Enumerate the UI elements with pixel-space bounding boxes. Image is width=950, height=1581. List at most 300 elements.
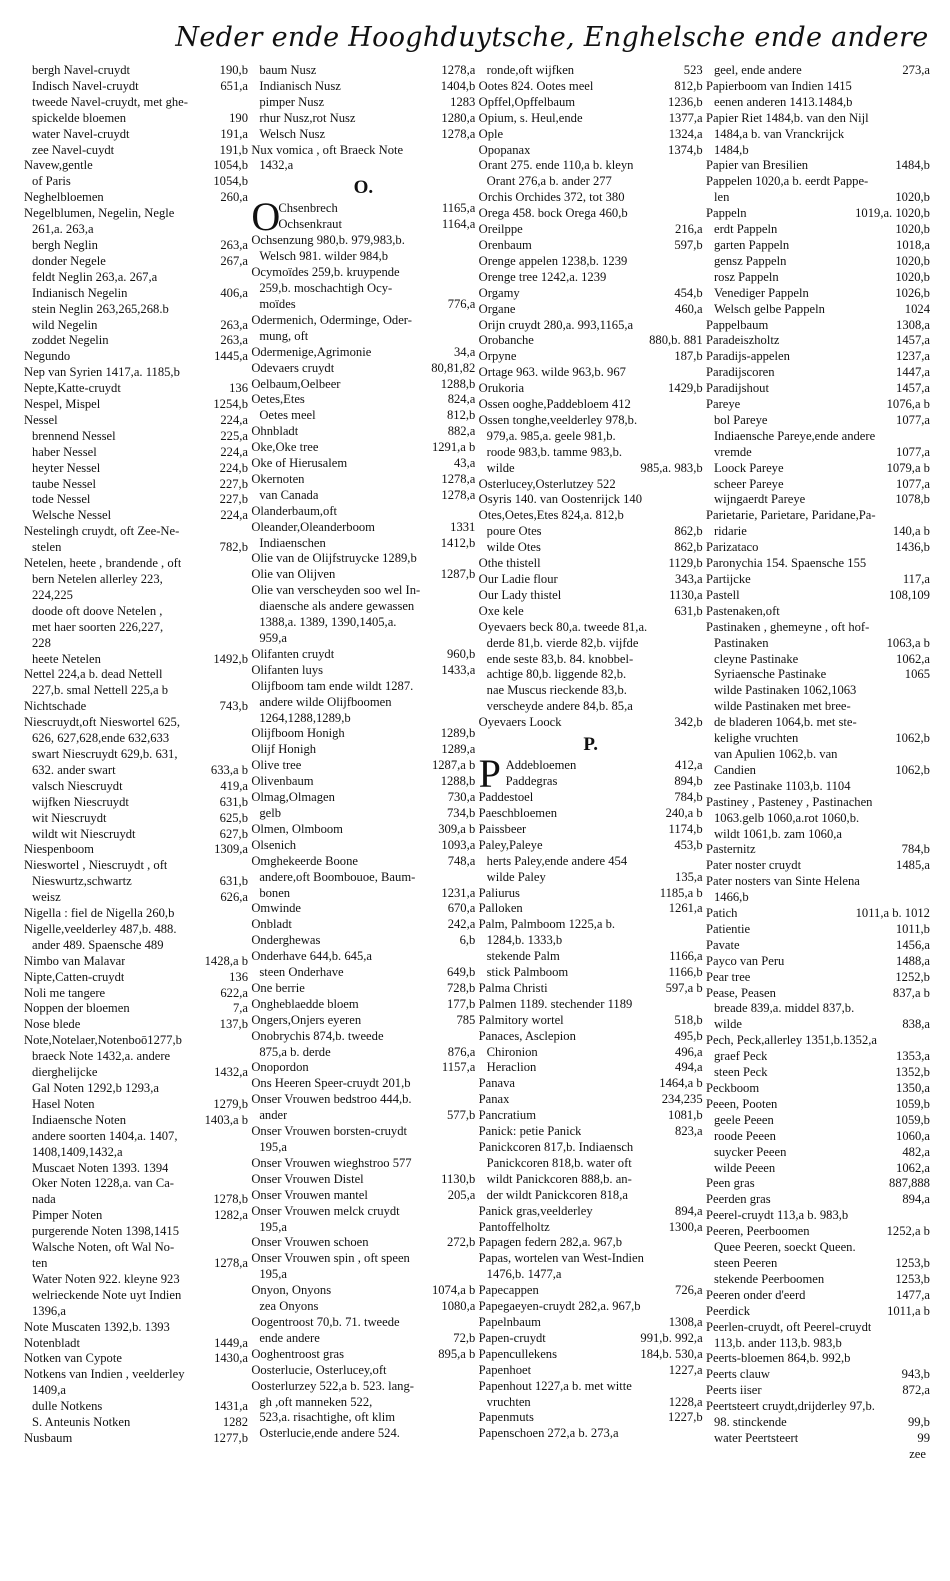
entry-term: roode Peeen: [713, 1128, 776, 1143]
index-entry: [24, 986, 248, 1002]
entry-term: andere wilde Olijfboomen: [259, 694, 392, 709]
entry-term: 875,a b. derde: [259, 1044, 331, 1059]
entry-reference: 726,a: [675, 1283, 703, 1298]
entry-term: Noppen der bloemen: [24, 1001, 130, 1016]
entry-term: kelighe vruchten: [713, 731, 799, 746]
entry-term: Syriaensche Pastinake: [713, 667, 827, 682]
index-entry: [706, 842, 930, 858]
index-entry: [251, 917, 475, 933]
index-entry: [706, 158, 930, 174]
index-subentry: [706, 763, 930, 779]
entry-term: stekende Peerboomen: [713, 1271, 825, 1286]
index-entry: [251, 790, 475, 806]
entry-term: Pater nosters van Sinte Helena: [705, 874, 860, 889]
index-entry: [251, 997, 475, 1013]
index-subentry: [24, 63, 248, 79]
index-entry: [251, 1092, 475, 1108]
entry-term: Peerden gras: [705, 1192, 771, 1207]
index-entry: [251, 583, 475, 599]
index-entry: [24, 1351, 248, 1367]
index-entry: [479, 206, 703, 222]
entry-reference: 1484,b: [895, 158, 930, 173]
index-subentry: [251, 631, 475, 647]
entry-reference: 225,a: [220, 428, 248, 443]
index-subentry: [24, 540, 248, 556]
entry-term: bergh Navel-cruydt: [32, 63, 131, 77]
entry-reference: 216,a: [675, 222, 703, 237]
entry-term: 261,a. 263,a: [32, 222, 94, 237]
index-entry: [479, 1124, 703, 1140]
index-entry: [24, 397, 248, 413]
entry-term: Nigella : fiel de Nigella 260,b: [24, 906, 175, 921]
index-entry: [479, 508, 703, 524]
index-subentry: [24, 572, 248, 588]
index-entry: [479, 822, 703, 838]
entry-term: zee Pastinake 1103,b. 1104: [713, 778, 851, 793]
entry-term: moïdes: [259, 296, 296, 311]
entry-term: Nepte,Katte-cruydt: [24, 381, 121, 396]
index-subentry: [706, 492, 930, 508]
entry-term: Papier Riet 1484,b. van den Nijl: [705, 110, 869, 125]
index-subentry: [706, 715, 930, 731]
entry-reference: 1185,a b: [659, 885, 703, 900]
index-entry: [251, 1251, 475, 1267]
index-entry: [479, 1092, 703, 1108]
entry-reference: 1157,a: [441, 1060, 476, 1075]
index-subentry: [251, 886, 475, 902]
entry-term: Parietarie, Parietare, Paridane,Pa-: [705, 508, 876, 523]
entry-reference: 776,a: [447, 296, 476, 311]
entry-term: Indiaensche Noten: [32, 1112, 127, 1127]
entry-term: Papier van Bresilien: [705, 158, 809, 173]
entry-term: Neghelbloemen: [24, 190, 104, 205]
entry-reference: 1166,b: [668, 965, 703, 980]
entry-term: Olijfboom tam ende wildt 1287.: [251, 678, 414, 693]
index-entry: [479, 365, 703, 381]
index-entry: [479, 302, 703, 318]
index-subentry: [24, 1192, 248, 1208]
index-subentry: [24, 1224, 248, 1240]
entry-reference: 496,a: [675, 1044, 703, 1059]
entry-term: Olmen, Olmboom: [251, 821, 343, 836]
entry-reference: 626,a: [220, 890, 248, 905]
index-entry: [251, 551, 475, 567]
index-subentry: [706, 190, 930, 206]
entry-reference: 876,a: [447, 1044, 476, 1059]
index-subentry: [251, 599, 475, 615]
entry-term: verscheyde andere 84,b. 85,a: [486, 699, 633, 714]
index-column-2: [251, 63, 475, 1447]
entry-term: scheer Pareye: [713, 476, 784, 491]
entry-term: Odermenige,Agrimonie: [251, 344, 372, 359]
entry-term: 1484,a b. van Vranckrijck: [713, 126, 845, 141]
entry-term: Ooghentroost gras: [251, 1346, 345, 1361]
entry-reference: 785: [456, 1012, 476, 1027]
index-entry: [706, 1351, 930, 1367]
entry-term: Papenhout 1227,a b. met witte: [478, 1378, 632, 1393]
index-entry: [24, 1001, 248, 1017]
index-subentry: [251, 1140, 475, 1156]
index-subentry: [706, 63, 930, 79]
entry-term: Papecappen: [478, 1283, 539, 1298]
index-subentry: [706, 95, 930, 111]
entry-term: Olsenich: [251, 837, 297, 852]
index-subentry: [706, 1336, 930, 1352]
entry-term: Onser Vrouwen wieghstroo 577: [251, 1155, 412, 1170]
entry-term: Pappelen 1020,a b. eerdt Pappe-: [705, 174, 869, 189]
index-subentry: [251, 488, 475, 504]
entry-reference: 1174,b: [668, 821, 703, 836]
index-subentry: [479, 854, 703, 870]
entry-reference: 1076,a b: [886, 397, 930, 412]
entry-reference: 1488,a: [896, 953, 930, 968]
entry-reference: 960,b: [446, 646, 476, 661]
index-subentry: [479, 636, 703, 652]
entry-term: Pastinaken: [713, 635, 769, 650]
entry-term: Orant 275. ende 110,a b. kleyn: [478, 158, 634, 173]
entry-reference: 1282,a: [214, 1208, 248, 1223]
index-subentry: [706, 1129, 930, 1145]
entry-reference: 419,a: [220, 778, 248, 793]
index-entry: [251, 1283, 475, 1299]
index-entry: [24, 1431, 248, 1447]
entry-term: weisz: [32, 890, 61, 905]
entry-term: Negelblumen, Negelin, Negle: [24, 206, 175, 221]
entry-term: swart Niescruydt 629,b. 631,: [32, 746, 178, 761]
entry-reference: 205,a: [447, 1187, 476, 1202]
entry-term: Osterlucey,Osterlutzey 522: [478, 476, 616, 491]
entry-reference: 1278,a: [214, 1255, 248, 1270]
entry-reference: 1457,a: [896, 333, 930, 348]
entry-reference: 34,a: [453, 344, 476, 359]
index-entry: [479, 1363, 703, 1379]
index-entry: [706, 1208, 930, 1224]
entry-reference: 895,a b: [438, 1346, 476, 1361]
entry-term: Orenge tree 1242,a. 1239: [478, 269, 607, 284]
entry-term: Oetes,Etes: [251, 392, 305, 407]
entry-term: Olive tree: [251, 758, 302, 773]
entry-term: Our Lady thistel: [478, 587, 562, 602]
entry-reference: 1024: [904, 301, 930, 316]
entry-term: steen Peeren: [713, 1255, 778, 1270]
entry-term: Olie van Olijven: [251, 567, 336, 582]
index-subentry: [251, 806, 475, 822]
entry-term: Nieswurtz,schwartz: [32, 874, 132, 889]
index-entry: [706, 206, 930, 222]
index-entry: [251, 361, 475, 377]
entry-term: Netelen, heete , brandende , oft: [24, 556, 182, 571]
entry-term: Pappeln: [705, 206, 747, 221]
index-subentry: [706, 731, 930, 747]
entry-reference: 1062,a: [896, 651, 930, 666]
entry-reference: 649,b: [446, 965, 476, 980]
index-entry: [24, 206, 248, 222]
index-entry: [706, 1033, 930, 1049]
index-entry: [479, 270, 703, 286]
entry-term: Welsch Nusz: [259, 126, 326, 141]
index-subentry: [24, 1176, 248, 1192]
entry-term: 195,a: [259, 1140, 287, 1154]
entry-reference: 1077,a: [896, 476, 930, 491]
entry-reference: 1254,b: [213, 397, 248, 412]
entry-term: 113,b. ander 113,b. 983,b: [713, 1335, 842, 1350]
entry-term: dierghelijcke: [32, 1065, 98, 1080]
index-entry: [24, 922, 248, 938]
entry-term: Palma Christi: [478, 980, 548, 995]
entry-term: One berrie: [251, 980, 305, 995]
entry-reference: 1062,b: [895, 731, 930, 746]
entry-term: Welsch 981. wilder 984,b: [259, 249, 389, 264]
entry-reference: 1026,b: [895, 285, 930, 300]
entry-reference: 1428,a b: [204, 953, 248, 968]
index-subentry: [251, 127, 475, 143]
index-subentry: [24, 652, 248, 668]
index-subentry: [24, 1049, 248, 1065]
entry-reference: 1129,b: [668, 556, 703, 571]
entry-term: Opopanax: [478, 142, 531, 157]
index-subentry: [24, 604, 248, 620]
index-subentry: [24, 302, 248, 318]
index-subentry: [24, 811, 248, 827]
entry-term: Pasternitz: [705, 842, 756, 857]
entry-reference: 1350,a: [896, 1081, 930, 1095]
entry-term: Peerts iiser: [705, 1383, 762, 1398]
entry-reference: 631,b: [674, 603, 703, 618]
index-subentry: [706, 652, 930, 668]
entry-term: poure Otes: [486, 524, 542, 539]
index-entry: [251, 504, 475, 520]
entry-term: Peerdick: [705, 1303, 751, 1318]
index-subentry: [24, 318, 248, 334]
index-subentry: [479, 1267, 703, 1283]
entry-reference: 1011,b: [895, 921, 930, 936]
index-entry: [24, 667, 248, 683]
entry-reference: 1492,b: [213, 651, 248, 666]
index-entry: [251, 265, 475, 281]
entry-term: gelb: [259, 805, 282, 820]
index-subentry: [251, 281, 475, 297]
entry-term: Palmen 1189. stechender 1189: [478, 996, 633, 1011]
entry-reference: 1077,a: [896, 444, 930, 459]
entry-reference: 1078,b: [895, 492, 930, 507]
index-entry: [251, 679, 475, 695]
entry-term: valsch Niescruydt: [32, 778, 123, 793]
entry-term: Orant 276,a b. ander 277: [486, 174, 612, 189]
entry-reference: 460,a: [675, 301, 703, 316]
entry-term: stein Neglin 263,265,268.b: [32, 301, 169, 316]
entry-term: Chironion: [486, 1044, 538, 1059]
entry-reference: 412,a: [675, 758, 703, 773]
entry-reference: 1236,b: [668, 94, 703, 109]
entry-reference: 224,a: [220, 412, 248, 427]
index-subentry: [251, 1299, 475, 1315]
entry-term: Oosterlucie, Osterlucey,oft: [251, 1362, 387, 1377]
entry-term: bol Pareye: [713, 412, 768, 427]
entry-term: Panick gras,veelderley: [478, 1203, 593, 1218]
index-entry: [706, 333, 930, 349]
entry-term: Ochsenkraut: [278, 217, 342, 232]
entry-term: Papas, wortelen van West-Indien: [478, 1251, 644, 1266]
entry-term: Papierboom van Indien 1415: [705, 78, 852, 93]
index-entry: [479, 1251, 703, 1267]
index-entry: [706, 349, 930, 365]
entry-term: herts Paley,ende andere 454: [486, 853, 628, 868]
entry-reference: 1331: [450, 519, 476, 534]
entry-term: Paradijscoren: [705, 365, 775, 380]
index-subentry: [251, 95, 475, 111]
entry-term: Oelbaum,Oelbeer: [251, 376, 341, 391]
entry-reference: 1324,a: [668, 126, 703, 141]
entry-term: vruchten: [486, 1394, 531, 1409]
index-subentry: [24, 588, 248, 604]
index-entry: [479, 1426, 703, 1442]
entry-term: 1409,a: [32, 1383, 66, 1398]
entry-reference: 1431,a: [214, 1399, 248, 1414]
entry-term: Palm, Palmboom 1225,a b.: [478, 917, 616, 932]
index-subentry: [24, 1415, 248, 1431]
entry-reference: 1308,a: [668, 1314, 703, 1329]
entry-reference: 1445,a: [214, 349, 248, 364]
index-subentry: [479, 1156, 703, 1172]
entry-term: 1284,b. 1333,b: [486, 933, 563, 948]
index-entry: [251, 1013, 475, 1029]
entry-term: Gal Noten 1292,b 1293,a: [32, 1081, 159, 1095]
index-entry: [251, 1363, 475, 1379]
entry-term: taube Nessel: [32, 476, 96, 491]
index-subentry: [479, 1395, 703, 1411]
index-subentry: [251, 1331, 475, 1347]
entry-reference: 453,b: [674, 837, 703, 852]
entry-reference: 838,a: [902, 1017, 930, 1032]
index-subentry: [24, 143, 248, 159]
entry-term: Othe thistell: [478, 556, 541, 571]
index-subentry: [251, 711, 475, 727]
entry-term: Niescruydt,oft Nieswortel 625,: [24, 715, 180, 730]
index-entry: [479, 492, 703, 508]
index-entry: [251, 520, 475, 536]
entry-reference: 784,b: [901, 842, 930, 857]
index-entry: [24, 858, 248, 874]
entry-term: Ongers,Onjers eyeren: [251, 1012, 362, 1027]
entry-term: Oyevaers Loock: [478, 715, 562, 730]
index-entry: [24, 349, 248, 365]
entry-term: Odermenich, Oderminge, Oder-: [251, 312, 412, 327]
index-subentry: [479, 1045, 703, 1061]
index-entry: [251, 1172, 475, 1188]
entry-term: Nep van Syrien 1417,a. 1185,b: [24, 365, 180, 380]
entry-term: Ootes 824. Ootes meel: [478, 78, 594, 93]
entry-reference: 1054,b: [213, 158, 248, 173]
entry-term: 1388,a. 1389, 1390,1405,a.: [259, 615, 397, 630]
index-subentry: [251, 249, 475, 265]
entry-reference: 872,a: [902, 1383, 930, 1398]
index-subentry: [479, 965, 703, 981]
entry-reference: 1011,a b: [887, 1303, 930, 1318]
index-subentry: [24, 174, 248, 190]
entry-reference: 273,a: [902, 63, 930, 77]
drop-cap-block: [251, 194, 476, 240]
entry-reference: 1300,a: [668, 1219, 703, 1234]
entry-term: derde 81,b. vierde 82,b. vijfde: [486, 635, 639, 650]
index-entry: [24, 190, 248, 206]
index-subentry: [706, 1272, 930, 1288]
entry-reference: 622,a: [220, 985, 248, 1000]
entry-term: Noli me tangere: [24, 985, 106, 1000]
index-subentry: [24, 79, 248, 95]
entry-reference: 862,b: [674, 524, 703, 539]
entry-term: Oreilppe: [478, 222, 523, 237]
entry-reference: 6,b: [459, 933, 476, 948]
index-entry: [706, 508, 930, 524]
entry-reference: 812,b: [674, 78, 703, 93]
entry-reference: 1433,a: [441, 662, 476, 677]
entry-term: suycker Peeen: [713, 1144, 787, 1159]
catchword: zee: [909, 1446, 926, 1461]
index-entry: [479, 143, 703, 159]
entry-term: Notken van Cypote: [24, 1351, 122, 1366]
entry-term: Olie van de Olijfstruycke 1289,b: [251, 551, 417, 566]
index-entry: [251, 377, 475, 393]
index-entry: [479, 286, 703, 302]
entry-reference: 342,b: [674, 715, 703, 730]
entry-reference: 1289,a: [441, 742, 476, 757]
entry-term: wilde Peeen: [713, 1160, 776, 1175]
entry-term: 195,a: [259, 1267, 287, 1282]
index-entry: [706, 1320, 930, 1336]
entry-term: Orchis Orchides 372, tot 380: [478, 190, 625, 205]
index-subentry: [706, 254, 930, 270]
index-subentry: [24, 1097, 248, 1113]
entry-term: Muscaet Noten 1393. 1394: [32, 1160, 169, 1175]
index-entry: [24, 954, 248, 970]
entry-reference: 1283: [450, 94, 476, 109]
index-subentry: [706, 477, 930, 493]
index-entry: [706, 938, 930, 954]
index-entry: [251, 456, 475, 472]
index-subentry: [24, 1145, 248, 1161]
entry-term: Note,Notelaer,Notenboō1277,b: [24, 1033, 182, 1048]
index-entry: [251, 143, 475, 159]
entry-reference: 99: [917, 1430, 930, 1445]
index-entry: [24, 1320, 248, 1336]
index-entry: [24, 381, 248, 397]
entry-reference: 1227,b: [668, 1410, 703, 1425]
entry-reference: 1477,a: [896, 1287, 930, 1302]
index-subentry: [706, 636, 930, 652]
index-subentry: [24, 270, 248, 286]
index-subentry: [251, 1395, 475, 1411]
entry-reference: 108,109: [889, 587, 930, 602]
index-subentry: [251, 1267, 475, 1283]
entry-term: Venediger Pappeln: [713, 285, 809, 300]
index-subentry: [24, 763, 248, 779]
index-subentry: [251, 408, 475, 424]
index-entry: [479, 556, 703, 572]
index-entry: [24, 699, 248, 715]
index-subentry: [479, 445, 703, 461]
entry-term: baum Nusz: [259, 63, 317, 77]
entry-term: Paliurus: [478, 885, 520, 900]
index-subentry: [24, 890, 248, 906]
entry-term: Nigelle,veelderley 487,b. 488.: [24, 921, 177, 936]
index-entry: [706, 174, 930, 190]
entry-reference: 734,b: [446, 805, 476, 820]
entry-reference: 1059,b: [895, 1112, 930, 1127]
entry-reference: 263,a: [220, 317, 248, 332]
index-subentry: [706, 667, 930, 683]
index-subentry: [706, 238, 930, 254]
entry-term: Orenge appelen 1238,b. 1239: [478, 253, 628, 268]
